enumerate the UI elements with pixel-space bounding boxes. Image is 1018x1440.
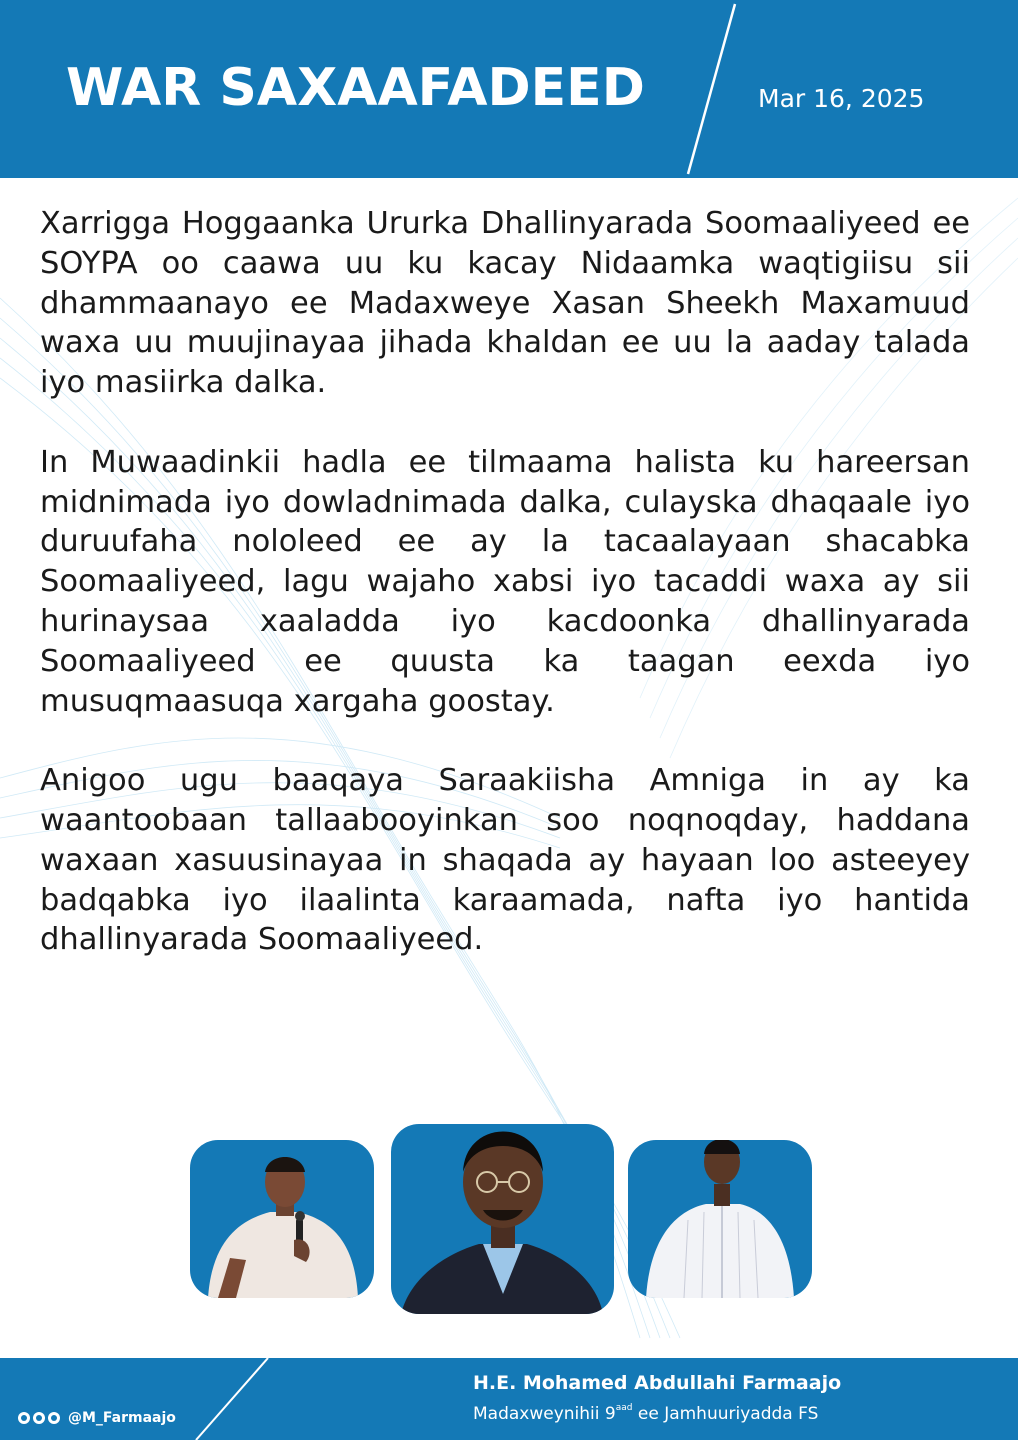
social-handle[interactable]: @M_Farmaajo [68, 1410, 176, 1426]
signatory-name: H.E. Mohamed Abdullahi Farmaajo [473, 1372, 842, 1394]
signatory-role-prefix: Madaxweynihii 9 [473, 1404, 616, 1424]
instagram-icon[interactable] [33, 1412, 45, 1424]
page-title: WAR SAXAAFADEED [66, 58, 645, 118]
paragraph-3: Anigoo ugu baaqaya Saraakiisha Amniga in ay ka waantoobaan tallaabooyinkan soo noqnoqday, haddana waxaan xasuusinayaa in shaqada ay hayaan loo asteeyey badqabka iyo ilaalinta karaamada, nafta iyo hantida dhallinyarada Soomaaliyeed. [40, 763, 970, 958]
paragraph-1: Xarrigga Hoggaanka Ururka Dhallinyarada Soomaaliyeed ee SOYPA oo caawa uu ku kacay Nidaamka waqtigiisu sii dhammaanayo ee Madaxweye Xasan Sheekh Maxamuud waxa uu muujinayaa jihada khaldan ee uu la aaday talada iyo masiirka dalka. [40, 206, 970, 401]
photo-man-in-glasses-and-suit [391, 1124, 614, 1314]
social-links [18, 1408, 176, 1428]
x-icon[interactable] [48, 1412, 60, 1424]
release-date: Mar 16, 2025 [758, 84, 925, 113]
facebook-icon[interactable] [18, 1412, 30, 1424]
photo-man-in-striped-shirt [628, 1140, 812, 1298]
paragraph-2: In Muwaadinkii hadla ee tilmaama halista ku hareersan midnimada iyo dowladnimada dalka, culayska dhaqaale iyo duruufaha nololeed ee ay la tacaalayaan shacabka Soomaaliyeed, lagu wajaho xabsi iyo tacaddi waxa ay sii hurinaysaa xaaladda iyo kacdoonka dhallinyarada Soomaaliyeed ee quusta ka taagan eexda iyo musuqmaasuqa xargaha goostay. [40, 444, 970, 719]
signatory-role [473, 1404, 818, 1424]
signatory-role-ordinal: aad [615, 1403, 633, 1414]
signatory-role-suffix: ee Jamhuuriyadda FS [632, 1404, 819, 1424]
statement-body [40, 204, 970, 1000]
photo-speaker-with-microphone [190, 1140, 374, 1298]
header-banner [0, 0, 1018, 178]
